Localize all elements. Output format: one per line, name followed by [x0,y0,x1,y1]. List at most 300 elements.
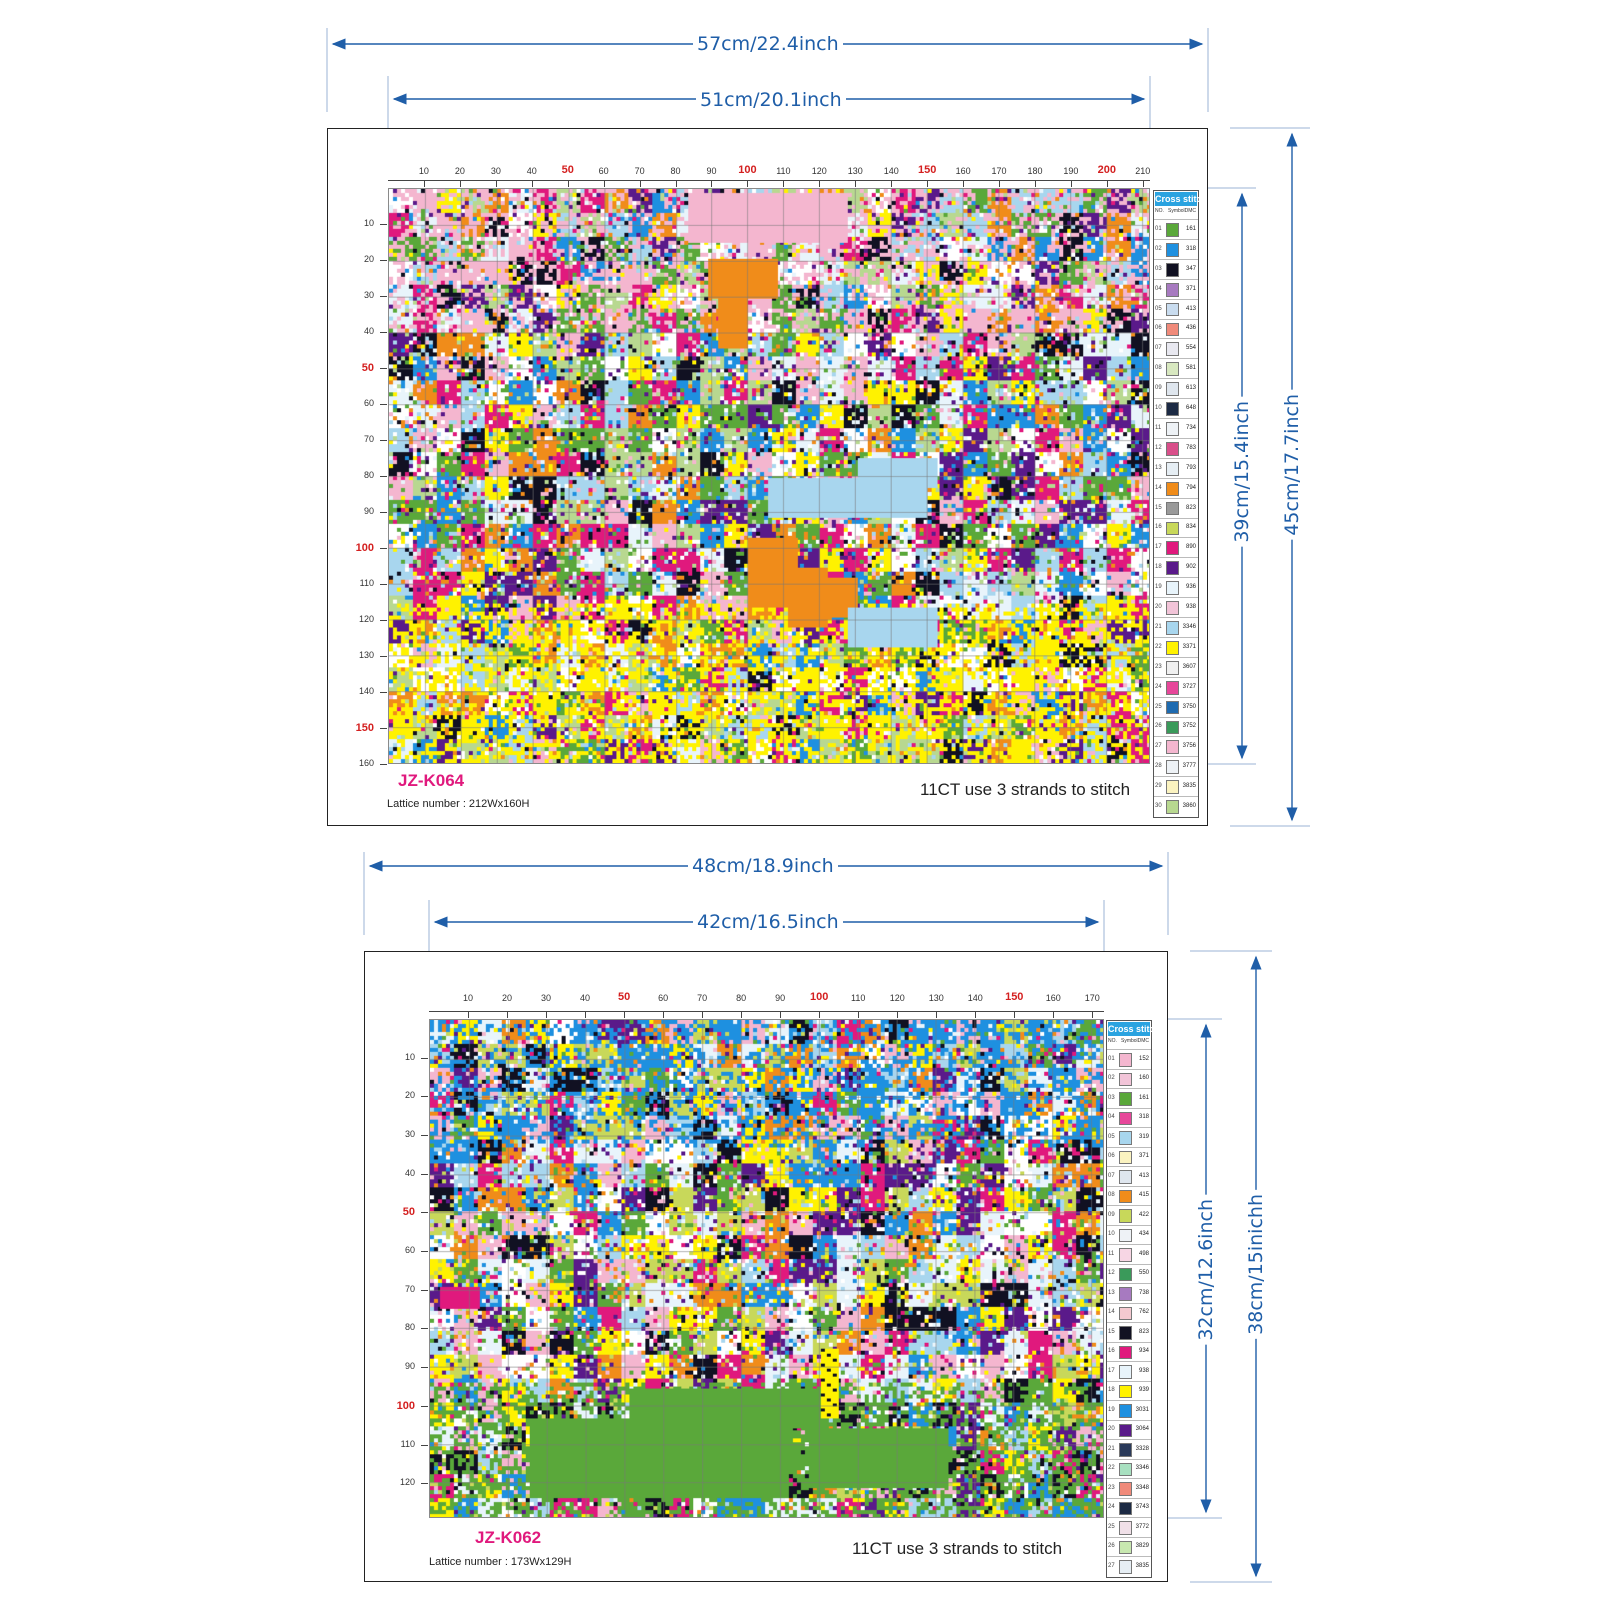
y-tick-label: 100 [396,1399,415,1412]
legend-number: 27 [1108,1562,1115,1569]
legend-swatch [1119,1502,1132,1516]
legend-row [1107,1147,1151,1167]
legend-swatch [1166,243,1179,257]
x-tick [741,1011,742,1018]
legend-dmc-code: 794 [1185,484,1196,491]
x-tick [711,180,712,187]
legend-dmc-code: 936 [1185,584,1196,591]
legend-row [1154,537,1198,557]
legend-row [1107,1498,1151,1518]
legend-row [1107,1186,1151,1206]
legend-row [1154,677,1198,697]
x-tick-label: 140 [883,166,899,176]
x-tick-label: 90 [706,166,717,176]
stitch-grid [388,188,1150,764]
y-tick-label: 50 [361,362,374,374]
legend-swatch [1119,1307,1132,1321]
x-tick-label: 120 [811,166,827,176]
legend-number: 11 [1108,1250,1115,1257]
x-tick [819,1011,820,1018]
legend-dmc-code: 3860 [1182,803,1196,810]
legend-row [1154,279,1198,299]
legend-swatch [1166,780,1179,794]
x-tick [975,1011,976,1018]
x-tick-label: 10 [418,166,429,176]
legend-swatch [1119,1170,1132,1184]
legend-dmc-code: 498 [1138,1250,1149,1257]
y-tick-label: 20 [404,1090,415,1101]
y-tick [421,1096,428,1097]
legend-swatch [1119,1053,1132,1067]
legend-row [1107,1420,1151,1440]
legend-dmc-code: 371 [1185,285,1196,292]
legend-dmc-code: 554 [1185,345,1196,352]
legend-title: Cross stitch [1108,1024,1161,1034]
legend-swatch [1166,701,1179,715]
x-tick [568,180,569,187]
legend-swatch [1166,721,1179,735]
legend-swatch [1166,382,1179,396]
legend-dmc-code: 938 [1138,1367,1149,1374]
legend-swatch [1119,1404,1132,1418]
legend-number: 08 [1108,1192,1115,1199]
legend-dmc-code: 3829 [1135,1543,1149,1550]
legend-swatch [1166,641,1179,655]
legend-row [1154,418,1198,438]
legend-swatch [1166,541,1179,555]
inner-height-label: 39cm/15.4inch [1231,397,1253,547]
x-tick-label: 80 [670,166,681,176]
legend-dmc-code: 3835 [1135,1562,1149,1569]
legend-row [1107,1049,1151,1069]
x-ruler-line [429,1011,1104,1012]
legend-row [1107,1225,1151,1245]
legend-swatch [1166,283,1179,297]
legend-number: 07 [1155,345,1162,352]
legend-dmc-code: 422 [1138,1211,1149,1218]
stitch-instruction: 11CT use 3 strands to stitch [852,1539,1063,1558]
legend-dmc-code: 939 [1138,1387,1149,1394]
y-tick-label: 50 [402,1206,415,1219]
y-tick [380,584,387,585]
legend-swatch [1119,1209,1132,1223]
x-tick-label: 60 [658,993,669,1003]
legend-number: 14 [1108,1309,1115,1316]
y-tick [380,368,387,369]
legend-dmc-code: 934 [1138,1348,1149,1355]
x-tick [936,1011,937,1018]
legend-row [1154,717,1198,737]
y-tick [380,512,387,513]
legend-number: 16 [1155,524,1162,531]
legend-row [1107,1478,1151,1498]
legend-dmc-code: 318 [1138,1114,1149,1121]
x-tick [604,180,605,187]
legend-row [1154,557,1198,577]
x-tick-label: 190 [1063,166,1079,176]
legend-swatch [1119,1424,1132,1438]
legend-dmc-code: 938 [1185,604,1196,611]
y-tick-label: 40 [404,1167,415,1178]
legend-row [1107,1400,1151,1420]
legend-dmc-code: 161 [1138,1094,1149,1101]
legend-swatch [1119,1443,1132,1457]
x-tick [1014,1011,1015,1018]
legend-dmc-code: 3727 [1182,683,1196,690]
legend-dmc-code: 434 [1138,1231,1149,1238]
legend-dmc-code: 834 [1185,524,1196,531]
legend-number: 06 [1155,325,1162,332]
legend-dmc-code: 738 [1138,1289,1149,1296]
legend-row [1154,458,1198,478]
legend-dmc-code: 823 [1185,504,1196,511]
legend-dmc-code: 160 [1138,1075,1149,1082]
legend-dmc-code: 3064 [1135,1426,1149,1433]
x-tick-label: 100 [809,991,829,1003]
x-tick-label: 70 [634,166,645,176]
legend-number: 01 [1155,225,1162,232]
legend-number: 17 [1155,544,1162,551]
x-tick-label: 30 [490,166,501,176]
legend-swatch [1119,1541,1132,1555]
legend-dmc-code: 161 [1185,225,1196,232]
legend-row [1107,1439,1151,1459]
legend-dmc-code: 793 [1185,464,1196,471]
y-tick [421,1290,428,1291]
legend-swatch [1166,661,1179,675]
legend-header-no: NO. [1108,1038,1117,1044]
legend-number: 25 [1108,1523,1115,1530]
legend-number: 19 [1108,1406,1115,1413]
legend-dmc-code: 152 [1138,1055,1149,1062]
x-tick-label: 180 [1027,166,1043,176]
legend-number: 16 [1108,1348,1115,1355]
x-tick-label: 10 [463,993,474,1003]
x-tick-label: 210 [1135,166,1151,176]
y-tick-label: 10 [363,218,374,228]
color-legend [1153,190,1208,818]
legend-row [1107,1459,1151,1479]
legend-swatch [1166,422,1179,436]
y-tick-label: 30 [404,1129,415,1140]
x-tick-label: 40 [580,993,591,1003]
x-tick [507,1011,508,1018]
x-tick [624,1011,625,1018]
legend-header-no: NO. [1155,208,1164,214]
y-tick [380,440,387,441]
legend-swatch [1166,760,1179,774]
legend-row [1154,319,1198,339]
y-tick-label: 10 [404,1051,415,1062]
legend-dmc-code: 3835 [1182,783,1196,790]
legend-row [1154,299,1198,319]
legend-header-dmc: DMC [1137,1038,1149,1044]
y-tick-label: 60 [363,398,374,408]
y-tick-label: 150 [355,722,374,734]
legend-swatch [1119,1521,1132,1535]
x-tick [468,1011,469,1018]
legend-dmc-code: 3750 [1182,703,1196,710]
y-tick [421,1367,428,1368]
legend-swatch [1166,442,1179,456]
x-tick [1107,180,1108,187]
legend-row [1154,657,1198,677]
legend-row [1154,398,1198,418]
legend-dmc-code: 3328 [1135,1445,1149,1452]
legend-swatch [1119,1268,1132,1282]
inner-width-label: 51cm/20.1inch [696,89,846,111]
inner-width-label: 42cm/16.5inch [693,911,843,933]
legend-header [1107,1038,1151,1046]
legend-number: 10 [1155,405,1162,412]
legend-number: 01 [1108,1055,1115,1062]
legend-swatch [1166,561,1179,575]
x-tick [1143,180,1144,187]
legend-dmc-code: 413 [1185,305,1196,312]
legend-swatch [1119,1112,1132,1126]
x-tick [780,1011,781,1018]
legend-row [1107,1381,1151,1401]
x-tick [532,180,533,187]
legend-dmc-code: 3031 [1135,1406,1149,1413]
legend-number: 30 [1155,803,1162,810]
x-tick-label: 140 [967,993,983,1003]
legend-number: 04 [1155,285,1162,292]
legend-number: 24 [1108,1504,1115,1511]
legend-row [1107,1537,1151,1557]
x-tick-label: 130 [847,166,863,176]
legend-number: 15 [1108,1328,1115,1335]
x-tick [1053,1011,1054,1018]
legend-number: 07 [1108,1172,1115,1179]
outer-width-label: 57cm/22.4inch [693,33,843,55]
legend-dmc-code: 3743 [1135,1504,1149,1511]
legend-number: 22 [1155,643,1162,650]
legend-row [1107,1303,1151,1323]
legend-row [1107,1342,1151,1362]
legend-row [1107,1264,1151,1284]
legend-dmc-code: 762 [1138,1309,1149,1316]
legend-swatch [1119,1190,1132,1204]
x-tick [663,1011,664,1018]
legend-number: 04 [1108,1114,1115,1121]
legend-swatch [1166,581,1179,595]
y-tick-label: 110 [400,1438,415,1449]
legend-number: 05 [1155,305,1162,312]
legend-number: 09 [1155,385,1162,392]
legend-number: 18 [1155,564,1162,571]
legend-row [1107,1244,1151,1264]
y-tick [421,1483,428,1484]
legend-number: 21 [1108,1445,1115,1452]
legend-number: 23 [1108,1484,1115,1491]
x-tick [676,180,677,187]
legend-dmc-code: 347 [1185,265,1196,272]
legend-row [1154,637,1198,657]
x-tick-label: 40 [526,166,537,176]
legend-dmc-code: 3348 [1135,1484,1149,1491]
y-tick [380,260,387,261]
legend-swatch [1166,502,1179,516]
y-tick-label: 110 [359,578,374,588]
y-tick-label: 100 [355,542,374,554]
legend-dmc-code: 648 [1185,405,1196,412]
legend-number: 21 [1155,623,1162,630]
x-tick [855,180,856,187]
legend-row [1107,1556,1151,1576]
legend-number: 06 [1108,1153,1115,1160]
legend-swatch [1119,1131,1132,1145]
legend-swatch [1119,1151,1132,1165]
model-number: JZ-K064 [398,771,465,790]
legend-swatch [1166,303,1179,317]
legend-number: 23 [1155,663,1162,670]
x-tick-label: 50 [561,164,574,176]
legend-number: 12 [1155,444,1162,451]
x-tick-label: 170 [1084,993,1100,1003]
x-tick-label: 150 [917,164,937,176]
x-tick-label: 200 [1097,164,1117,176]
legend-dmc-code: 550 [1138,1270,1149,1277]
legend-dmc-code: 413 [1138,1172,1149,1179]
legend-swatch [1119,1463,1132,1477]
legend-number: 09 [1108,1211,1115,1218]
y-tick [380,656,387,657]
legend-number: 02 [1155,245,1162,252]
y-tick-label: 80 [363,470,374,480]
y-tick [421,1328,428,1329]
legend-row [1154,518,1198,538]
legend-row [1154,239,1198,259]
x-tick [897,1011,898,1018]
legend-row [1107,1361,1151,1381]
y-tick [380,224,387,225]
x-tick [963,180,964,187]
x-tick-label: 50 [617,991,631,1003]
x-tick [546,1011,547,1018]
y-tick [380,728,387,729]
legend-header-symbol: Symbol [1121,1038,1138,1044]
x-tick-label: 150 [1005,991,1024,1003]
y-tick [421,1058,428,1059]
legend-number: 28 [1155,763,1162,770]
legend-row [1107,1069,1151,1089]
y-tick [421,1174,428,1175]
legend-swatch [1119,1346,1132,1360]
legend-header-symbol: Symbol [1168,208,1185,214]
legend-row [1154,597,1198,617]
y-tick [380,296,387,297]
legend-number: 12 [1108,1270,1115,1277]
legend-swatch [1166,681,1179,695]
y-tick [380,548,387,549]
legend-dmc-code: 613 [1185,385,1196,392]
legend-row [1154,438,1198,458]
legend-row [1107,1322,1151,1342]
legend-dmc-code: 3371 [1182,643,1196,650]
color-legend [1106,1020,1161,1578]
y-tick [380,404,387,405]
lattice-number: Lattice number : 173Wx129H [429,1556,572,1568]
legend-swatch [1166,601,1179,615]
legend-dmc-code: 783 [1185,444,1196,451]
y-tick-label: 90 [363,506,374,516]
x-tick-label: 110 [776,166,791,176]
legend-swatch [1166,362,1179,376]
legend-dmc-code: 436 [1185,325,1196,332]
legend-number: 20 [1108,1426,1115,1433]
x-tick-label: 20 [454,166,465,176]
legend-swatch [1119,1073,1132,1087]
legend-number: 25 [1155,703,1162,710]
legend-number: 26 [1155,723,1162,730]
x-tick [424,180,425,187]
legend-swatch [1119,1092,1132,1106]
y-tick [380,620,387,621]
legend-dmc-code: 3346 [1135,1465,1149,1472]
legend-row [1154,756,1198,776]
x-tick [747,180,748,187]
legend-swatch [1166,223,1179,237]
x-tick-label: 80 [736,993,747,1003]
x-tick [858,1011,859,1018]
legend-dmc-code: 3777 [1182,763,1196,770]
legend-row [1154,378,1198,398]
legend-row [1154,617,1198,637]
legend-dmc-code: 319 [1138,1133,1149,1140]
legend-swatch [1119,1248,1132,1262]
stitch-instruction: 11CT use 3 strands to stitch [920,780,1131,799]
x-tick [1092,1011,1093,1018]
x-tick-label: 70 [697,993,708,1003]
legend-swatch [1119,1229,1132,1243]
legend-row [1107,1088,1151,1108]
y-tick [380,764,387,765]
legend-row [1154,577,1198,597]
legend-number: 29 [1155,783,1162,790]
y-tick-label: 70 [404,1283,415,1294]
y-tick-label: 160 [358,758,374,768]
x-tick-label: 100 [738,164,757,176]
legend-dmc-code: 902 [1185,564,1196,571]
y-tick-label: 90 [404,1361,415,1372]
x-tick-label: 120 [889,993,905,1003]
x-tick-label: 20 [502,993,513,1003]
legend-swatch [1119,1482,1132,1496]
legend-row [1107,1517,1151,1537]
y-tick [380,332,387,333]
legend-row [1154,478,1198,498]
legend-row [1154,219,1198,239]
legend-header [1154,208,1198,216]
legend-swatch [1166,402,1179,416]
legend-number: 26 [1108,1543,1115,1550]
legend-number: 13 [1155,464,1162,471]
legend-swatch [1119,1365,1132,1379]
legend-row [1154,259,1198,279]
legend-row [1154,697,1198,717]
x-tick [891,180,892,187]
legend-row [1154,796,1198,816]
outer-width-label: 48cm/18.9inch [688,855,838,877]
x-tick [702,1011,703,1018]
legend-swatch [1166,462,1179,476]
y-tick-label: 80 [404,1322,415,1333]
legend-swatch [1166,621,1179,635]
legend-dmc-code: 3752 [1182,723,1196,730]
legend-row [1154,736,1198,756]
x-tick-label: 130 [928,993,944,1003]
